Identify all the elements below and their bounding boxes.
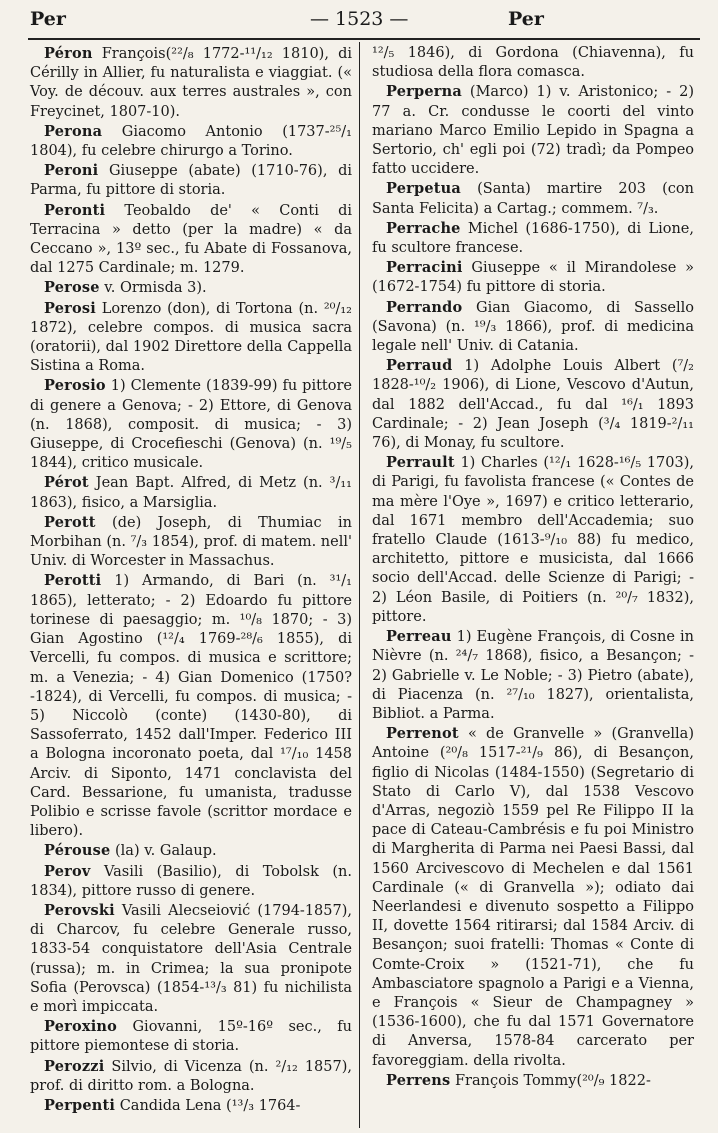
entry-text: Giovanni, 15º-16º sec., fu pittore piemontese di storia. [30, 1019, 352, 1055]
left-column [30, 44, 352, 1116]
entry-headword: Péron [44, 45, 93, 62]
entry-text: Jean Bapt. Alfred, di Metz (n. ³/₁₁ 1863), fisico, a Marsiglia. [30, 475, 352, 511]
entry-headword: Perreau [386, 628, 452, 646]
dictionary-entry [30, 473, 352, 512]
dictionary-entry [30, 278, 352, 298]
dictionary-entry [372, 298, 694, 357]
page-header [0, 6, 718, 34]
entry-text: 1) Armando, di Bari (n. ³¹/₁ 1865), letterato; - 2) Edoardo fu pittore torinese di paesaggio; m. ¹⁰/₈ 1870; - 3) Gian Agostino (¹²/₄ 1769-²⁸/₆ 1855), di Vercelli, fu compos. di musica e scrittore; m. a Venezia; - 4) Gian Domenico (1750?-1824), di Vercelli, fu compos. di musica; - 5) Niccolò (conte) (1430-80), di Sassoferrato, 1452 dall'Imper. Federico III a Bologna incoronato poeta, dal ¹⁷/₁₀ 1458 Arciv. di Siponto, 1471 conclavista del Card. Bessarione, fu umanista, tradusse Polibio e scrisse favole (scrittor mordace e libero). [30, 573, 352, 840]
entry-text: Vasili (Basilio), di Tobolsk (n. 1834), pittore russo di genere. [30, 863, 352, 899]
entry-text: Vasili Alecseiović (1794-1857), di Charcov, fu celebre Generale russo, 1833-54 conquistatore dell'Asia Centrale (russa); m. in Crimea; la sua pronipote Sofia (Perovsca) (1854-¹³/₃ 81) fu nichilista e morì impiccata. [30, 902, 352, 1015]
entry-headword: Perracini [386, 259, 463, 277]
entry-headword: Peroxino [44, 1018, 118, 1036]
entry-text: Lorenzo (don), di Tortona (n. ²⁰/₁₂ 1872), celebre compos. di musica sacra (oratorii), dal 1902 Direttore della Cappella Sistina a Roma. [30, 300, 352, 375]
dictionary-entry [372, 219, 694, 258]
entry-text: (Santa) martire 203 (con Santa Felicita) a Cartag.; commem. ⁷/₃. [372, 181, 694, 217]
dictionary-entry [372, 82, 694, 179]
entry-headword: Perott [44, 513, 96, 531]
entry-headword: Perosi [44, 299, 96, 317]
entry-headword: Perotti [44, 572, 102, 590]
entry-text: (la) v. Galaup. [110, 843, 217, 860]
header-rule [28, 38, 700, 40]
dictionary-entry [372, 1071, 694, 1091]
column-divider [359, 42, 360, 1128]
entry-text: Giacomo Antonio (1737-²⁵/₁ 1804), fu celebre chirurgo a Torino. [30, 123, 352, 160]
entry-headword: Pérouse [44, 842, 111, 860]
entry-text: v. Ormisda 3). [99, 280, 207, 297]
entry-headword: Perrault [386, 454, 455, 472]
entry-text: Giuseppe (abate) (1710-76), di Parma, fu pittore di storia. [30, 163, 352, 199]
dictionary-entry [30, 299, 352, 377]
running-head-left: Per [30, 8, 66, 30]
entry-text: Michel (1686-1750), di Lione, fu scultore francese. [372, 220, 694, 257]
dictionary-entry [30, 1057, 352, 1096]
dictionary-entry [372, 724, 694, 1071]
entry-headword: Perovski [44, 901, 115, 919]
entry-text: (Marco) 1) v. Aristonico; - 2) 77 a. Cr. condusse le coorti del vinto mariano Marco Emilio Lepido in Spagna a Sertorio, ch' egli poi (72) tradì; da Pompeo fatto uccidere. [372, 84, 694, 178]
dictionary-entry [30, 862, 352, 901]
dictionary-entry [372, 356, 694, 453]
entry-headword: Perose [44, 279, 100, 297]
entry-text: 1) Charles (¹²/₁ 1628-¹⁶/₅ 1703), di Parigi, fu favolista francese (« Contes de ma mère l'Oye », 1697) e critico letterario, dal 1671 membro dell'Accademia; suo fratello Claude (1613-⁹/₁₀ 88) fu medico, architetto, pittore e musicista, dal 1666 socio dell'Accad. delle Scienze di Parigi; - 2) Léon Basile, di Poitiers (n. ²⁰/₇ 1832), pittore. [372, 455, 694, 625]
page-number: — 1523 — [310, 8, 409, 30]
entry-text: Candida Lena (¹³/₃ 1764- [115, 1097, 301, 1114]
entry-continuation: ¹²/₅ 1846), di Gordona (Chiavenna), fu studiosa della flora comasca. [372, 45, 694, 81]
dictionary-entry [30, 376, 352, 473]
entry-headword: Perrache [386, 219, 461, 237]
entry-text: 1) Eugène François, di Cosne in Nièvre (n. ²⁴/₇ 1868), fisico, a Besançon; - 2) Gabrielle v. Le Noble; - 3) Pietro (abate), di Piacenza (n. ²⁷/₁₀ 1827), orientalista, Bibliot. a Parma. [372, 629, 694, 722]
dictionary-entry [30, 901, 352, 1017]
running-head-right: Per [508, 8, 544, 30]
entry-text: François Tommy(²⁰/₉ 1822- [450, 1072, 651, 1089]
entry-headword: Peronti [44, 201, 106, 219]
entry-text: (de) Joseph, di Thumiac in Morbihan (n. ⁷/₃ 1854), prof. di matem. nell' Univ. di Worcester in Massachus. [30, 514, 352, 570]
entry-text: Giuseppe « il Mirandolese » (1672-1754) fu pittore di storia. [372, 260, 694, 296]
entry-headword: Perozzi [44, 1057, 105, 1075]
dictionary-entry [30, 1096, 352, 1116]
entry-headword: Perraud [386, 357, 453, 375]
dictionary-entry [30, 122, 352, 161]
entry-headword: Peroni [44, 162, 99, 180]
dictionary-entry [372, 627, 694, 724]
entry-text: 1) Adolphe Louis Albert (⁷/₂ 1828-¹⁰/₂ 1906), di Lione, Vescovo d'Autun, dal 1882 dell'Accad., fu dal ¹⁶/₁ 1893 Cardinale; - 2) Jean Joseph (³/₄ 1819-²/₁₁ 76), di Monay, fu scultore. [372, 358, 694, 452]
dictionary-entry [30, 201, 352, 279]
entry-text: Gian Giacomo, di Sassello (Savona) (n. ¹⁹/₃ 1866), prof. di medicina legale nell' Univ. di Catania. [372, 299, 694, 355]
entry-headword: Perov [44, 862, 91, 880]
entry-text: François(²²/₈ 1772-¹¹/₁₂ 1810), di Cérilly in Allier, fu naturalista e viaggiat. (« Voy. de découv. aux terres australes », con Freycinet, 1807-10). [30, 46, 352, 120]
entry-headword: Perperna [386, 83, 462, 101]
dictionary-entry [372, 258, 694, 297]
dictionary-entry [30, 513, 352, 572]
dictionary-entry [30, 841, 352, 861]
dictionary-entry [372, 453, 694, 627]
dictionary-entry [30, 161, 352, 200]
entry-headword: Perpenti [44, 1096, 116, 1114]
entry-text: Teobaldo de' « Conti di Terracina » detto (per la madre) « da Ceccano », 13º sec., fu Abate di Fossanova, dal 1275 Cardinale; m. 1279. [30, 202, 352, 277]
entry-text: « de Granvelle » (Granvella) Antoine (²⁰/₈ 1517-²¹/₉ 86), di Besançon, figlio di Nicolas (1484-1550) (Segretario di Stato di Carlo V), dal 1538 Vescovo d'Arras, negoziò 1559 pel Re Filippo II la pace di Cateau-Cambrésis e fu poi Ministro di Margherita di Parma nei Paesi Bassi, dal 1560 Arcivescovo di Mechelen e dal 1561 Cardinale (« di Granvella »); odiato dai Neerlandesi e divenuto sospetto a Filippo II, dovette 1564 ritirarsi; dal 1584 Arciv. di Besançon; suoi fratelli: Thomas « Conte di Comte-Croix » (1521-71), che fu Ambasciatore spagnolo a Parigi e a Vienna, e François « Sieur de Champagney » (1536-1600), che fu dal 1571 Governatore di Anversa, 1578-84 carcerato per favoreggiam. della rivolta. [372, 726, 694, 1069]
entry-headword: Perrenot [386, 725, 459, 743]
dictionary-entry [30, 571, 352, 841]
entry-headword: Perrando [386, 298, 463, 316]
entry-headword: Perpetua [386, 180, 461, 198]
entry-text: 1) Clemente (1839-99) fu pittore di genere a Genova; - 2) Ettore, di Genova (n. 1868), composit. di musica; - 3) Giuseppe, di Crocefieschi (Genova) (n. ¹⁹/₅ 1844), critico musicale. [30, 378, 352, 472]
dictionary-entry [372, 179, 694, 218]
entry-headword: Pérot [44, 474, 89, 492]
dictionary-entry [30, 44, 352, 122]
entry-headword: Perrens [386, 1071, 451, 1089]
right-column [372, 44, 694, 1091]
dictionary-entry [30, 1017, 352, 1056]
entry-text: Silvio, di Vicenza (n. ²/₁₂ 1857), prof. di diritto rom. a Bologna. [30, 1058, 352, 1094]
entry-headword: Perona [44, 122, 103, 140]
entry-headword: Perosio [44, 377, 106, 395]
